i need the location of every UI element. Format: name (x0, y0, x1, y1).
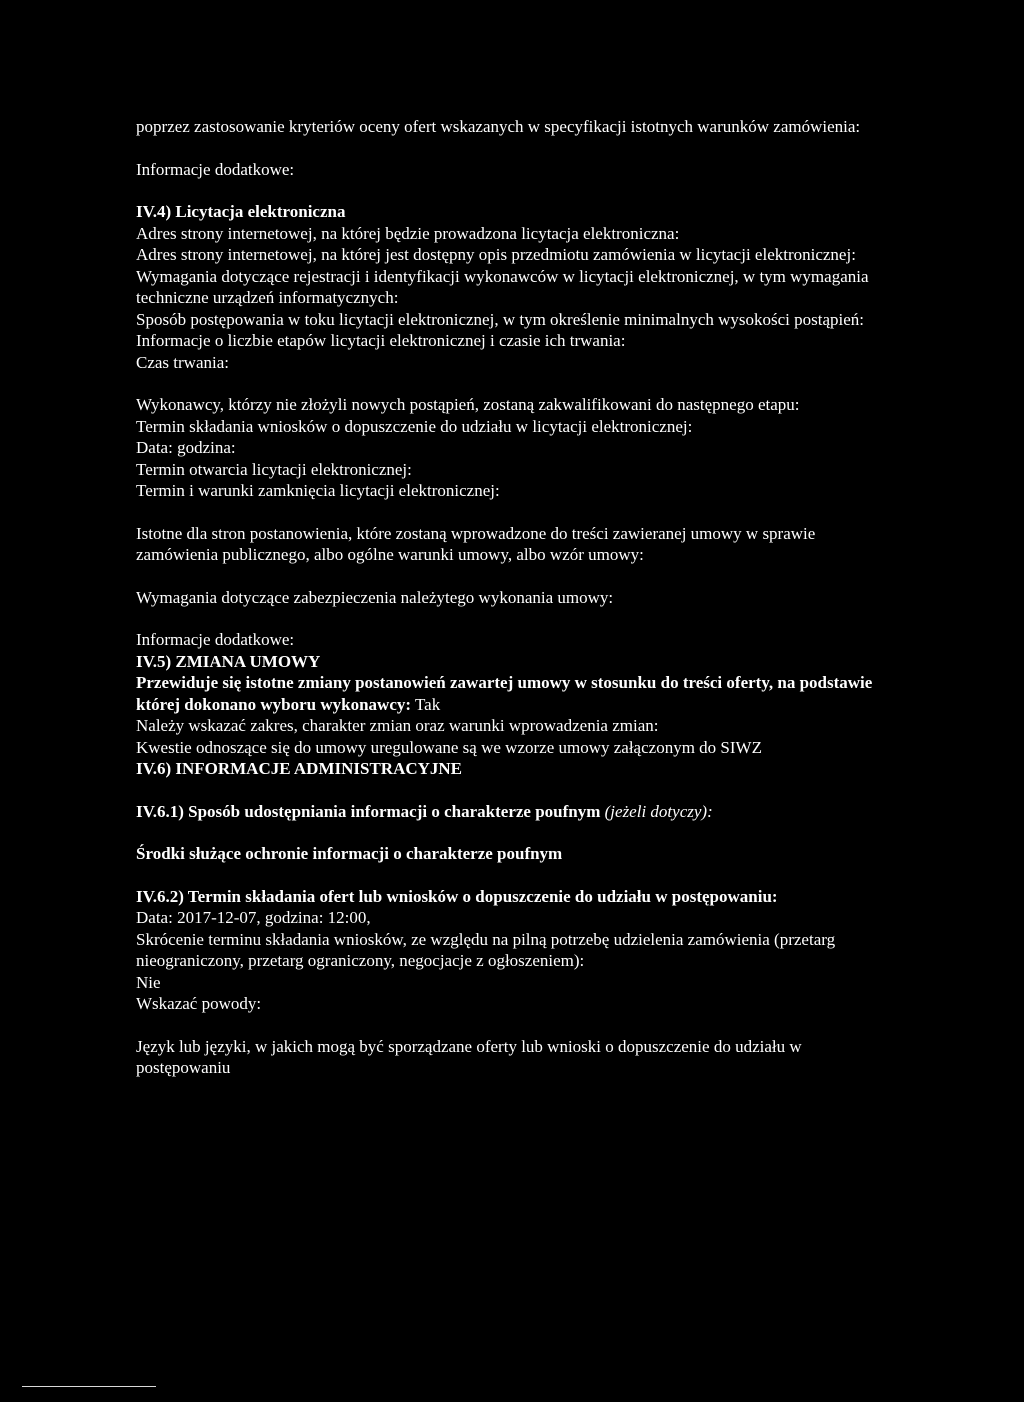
contract-change-question (136, 672, 896, 715)
duration-label: Czas trwania: (136, 352, 229, 372)
contract-change-answer: Tak (411, 694, 441, 714)
section-heading-iv62: IV.6.2) Termin składania ofert lub wniosków o dopuszczenie do udziału w postępowaniu: (136, 886, 778, 906)
footer-rule (22, 1386, 156, 1387)
section-heading-iv6: IV.6) INFORMACJE ADMINISTRACYJNE (136, 759, 463, 778)
auction-opening-label: Termin otwarcia licytacji elektronicznej: (136, 459, 412, 479)
document-body (136, 116, 896, 1079)
registration-requirements-label: Wymagania dotyczące rejestracji i identyfikacji wykonawców w licytacji elektronicznej, w tym wymagania techniczne urządzeń informatycznych: (136, 266, 869, 307)
change-scope-label: Należy wskazać zakres, charakter zmian oraz warunki wprowadzenia zmian: (136, 716, 659, 735)
languages-label: Język lub języki, w jakich mogą być sporządzane oferty lub wnioski o dopuszczenie do udziału w postępowaniu (136, 1036, 802, 1077)
auction-url-label: Adres strony internetowej, na której będzie prowadzona licytacja elektroniczna: (136, 223, 680, 243)
contract-change-question-text: Przewiduje się istotne zmiany postanowień zawartej umowy w stosunku do treści oferty, na podstawie której dokonano wyboru wykonawcy: (136, 673, 873, 714)
section-heading-iv61-text: IV.6.1) Sposób udostępniania informacji o charakterze poufnym (136, 801, 601, 821)
section-heading-iv4: IV.4) Licytacja elektroniczna (136, 202, 346, 221)
shortened-deadline-answer: Nie (136, 972, 161, 992)
offer-deadline-date: Data: 2017-12-07, godzina: 12:00, (136, 908, 371, 927)
section-heading-iv5: IV.5) ZMIANA UMOWY (136, 651, 321, 671)
performance-security-label: Wymagania dotyczące zabezpieczenia należytego wykonania umowy: (136, 587, 614, 607)
auction-closing-label: Termin i warunki zamknięcia licytacji elektronicznej: (136, 481, 500, 500)
confidential-measures-heading: Środki służące ochronie informacji o charakterze poufnym (136, 844, 563, 863)
criteria-text: poprzez zastosowanie kryteriów oceny ofert wskazanych w specyfikacji istotnych warunków zamówienia: (136, 117, 861, 136)
date-time-label: Data: godzina: (136, 438, 236, 457)
section-heading-iv61-note: (jeżeli dotyczy): (600, 801, 713, 821)
auction-procedure-label: Sposób postępowania w toku licytacji elektronicznej, w tym określenie minimalnych wysokości postąpień: (136, 309, 865, 329)
qualification-text: Wykonawcy, którzy nie złożyli nowych postąpień, zostaną zakwalifikowani do następnego etapu: (136, 395, 800, 414)
auction-stages-label: Informacje o liczbie etapów licytacji elektronicznej i czasie ich trwania: (136, 331, 626, 350)
contract-provisions-label: Istotne dla stron postanowienia, które zostaną wprowadzone do treści zawieranej umowy w sprawie zamówienia publicznego, albo ogólne warunki umowy, albo wzór umowy: (136, 523, 816, 564)
application-deadline-label: Termin składania wniosków o dopuszczenie do udziału w licytacji elektronicznej: (136, 416, 693, 436)
additional-info-label: Informacje dodatkowe: (136, 159, 295, 179)
additional-info-label-2: Informacje dodatkowe: (136, 630, 295, 649)
shortened-deadline-label: Skrócenie terminu składania wniosków, ze względu na pilną potrzebę udzielenia zamówienia (przetarg nieograniczony, przetarg ograniczony, negocjacje z ogłoszeniem): (136, 929, 836, 970)
reasons-label: Wskazać powody: (136, 994, 262, 1013)
description-url-label: Adres strony internetowej, na której jest dostępny opis przedmiotu zamówienia w licytacji elektronicznej: (136, 245, 856, 264)
section-heading-iv61 (136, 801, 896, 823)
contract-issues-text: Kwestie odnoszące się do umowy uregulowane są we wzorze umowy załączonym do SIWZ (136, 737, 762, 757)
